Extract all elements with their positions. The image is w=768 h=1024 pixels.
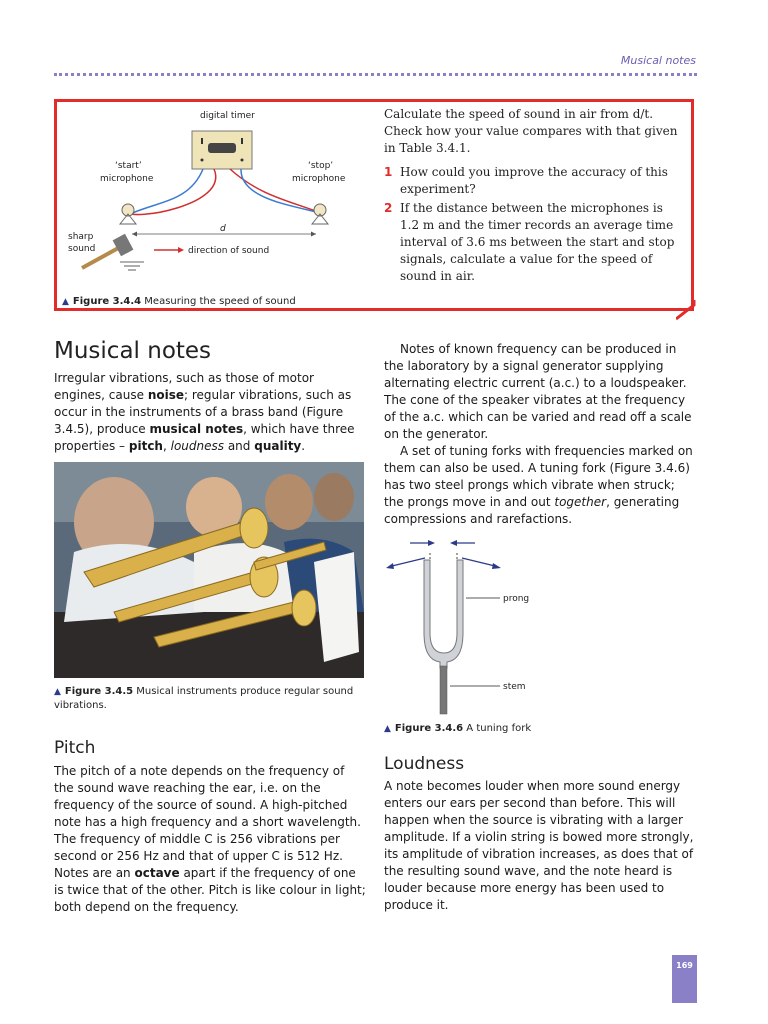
right-column-text bbox=[384, 341, 696, 528]
caption-label: Figure 3.4.5 bbox=[64, 686, 134, 697]
running-header-title: Musical notes bbox=[620, 54, 696, 67]
speed-of-sound-diagram bbox=[60, 106, 360, 286]
question-2 bbox=[384, 200, 684, 285]
label-start-microphone: microphone bbox=[100, 174, 154, 184]
header-dotted-rule bbox=[54, 73, 697, 76]
figure-3-4-5-caption bbox=[54, 685, 366, 713]
figure-3-4-4-caption bbox=[62, 296, 296, 307]
caption-text: Musical instruments produce regular sound vibrations. bbox=[54, 686, 354, 711]
fork-stem bbox=[440, 666, 447, 714]
question-number: 2 bbox=[384, 201, 393, 215]
question-1 bbox=[384, 164, 684, 198]
fork-prongs bbox=[424, 560, 463, 668]
label-digital-timer: digital timer bbox=[200, 111, 255, 121]
label-start: ‘start’ bbox=[115, 161, 142, 171]
term-octave: octave bbox=[134, 866, 180, 880]
experiment-text bbox=[384, 106, 684, 287]
ground-lines bbox=[120, 262, 144, 270]
label-prong: prong bbox=[503, 594, 530, 604]
intro-paragraph: Irregular vibrations, such as those of motor engines, cause noise; regular vibrations, such as occur in the instruments of a brass band (Figure 3.4.5), produce musical notes, which have three properties – pitch, loudness and quality. bbox=[54, 371, 355, 453]
loudness-section bbox=[384, 754, 696, 914]
pitch-section: Pitch The pitch of a note depends on the frequency of the sound wave reaching the ear, i.e. on the frequency of the source of sound. A high-pitched note has a high frequency and a short wavelength. The frequency of middle C is 256 vibrations per second or 256 Hz and that of upper C is 512 Hz. Notes are an octave apart if the frequency of one is twice that of the other. Pitch is like colour in light; both depend on the frequency. bbox=[54, 738, 366, 914]
experiment-intro: Calculate the speed of sound in air from d/t. Check how your value compares with that given in Table 3.4.1. bbox=[384, 107, 678, 155]
pitch-heading: Pitch bbox=[54, 738, 96, 758]
label-sharp: sharp bbox=[68, 232, 94, 242]
caption-label: Figure 3.4.4 bbox=[72, 296, 142, 307]
label-stop-microphone: microphone bbox=[292, 174, 346, 184]
caption-text: Measuring the speed of sound bbox=[141, 296, 296, 307]
caption-triangle-icon: ▲ bbox=[62, 297, 69, 307]
tuning-fork-diagram bbox=[380, 528, 530, 718]
label-stop: ‘stop’ bbox=[308, 161, 334, 171]
caption-triangle-icon: ▲ bbox=[54, 687, 61, 697]
section-title: Musical notes bbox=[54, 338, 212, 364]
question-number: 1 bbox=[384, 165, 393, 179]
caption-label: Figure 3.4.6 bbox=[394, 723, 464, 734]
term-noise: noise bbox=[147, 388, 185, 402]
loudness-heading: Loudness bbox=[384, 754, 465, 774]
term-loudness: loudness bbox=[170, 439, 225, 453]
tuning-fork-paragraph: A set of tuning forks with frequencies marked on them can also be used. A tuning fork (Figure 3.4.6) has two steel prongs which vibrate when struck; the prongs move in and out together, generating compressions and rarefactions. bbox=[384, 444, 693, 526]
term-pitch: pitch bbox=[128, 439, 163, 453]
label-direction-of-sound: direction of sound bbox=[188, 246, 270, 256]
loudness-paragraph: A note becomes louder when more sound energy enters our ears per second than before. This will happen when the source is vibrating with a larger amplitude. If a violin string is bowed more strongly, its amplitude of vibration increases, as does that of the resulting sound wave, and the note heard is louder because more energy has been used to produce it. bbox=[384, 779, 694, 912]
question-text: How could you improve the accuracy of this experiment? bbox=[400, 165, 668, 196]
caption-triangle-icon: ▲ bbox=[384, 724, 391, 734]
label-stem: stem bbox=[503, 682, 526, 692]
term-musical-notes: musical notes bbox=[149, 422, 244, 436]
label-distance-d: d bbox=[220, 224, 226, 234]
page-number: 169 bbox=[676, 961, 693, 970]
brass-band-photo bbox=[54, 462, 364, 678]
question-text: If the distance between the microphones is 1.2 m and the timer records an average time interval of 3.6 ms between the start and stop signals, calculate a value for the speed of sound in air. bbox=[400, 201, 675, 283]
experiment-box-corner bbox=[676, 300, 702, 320]
term-quality: quality bbox=[254, 439, 302, 453]
label-sound: sound bbox=[68, 244, 96, 254]
caption-text: A tuning fork bbox=[463, 723, 532, 734]
signal-generator-paragraph: Notes of known frequency can be produced in the laboratory by a signal generator supplying alternating electric current (a.c.) to a loudspeaker. The cone of the speaker vibrates at the frequency of the a.c. which can be varied and read off a scale on the generator. bbox=[384, 342, 692, 441]
term-together: together bbox=[554, 495, 607, 509]
figure-3-4-6-caption bbox=[384, 723, 531, 734]
stop-microphone bbox=[312, 204, 328, 224]
